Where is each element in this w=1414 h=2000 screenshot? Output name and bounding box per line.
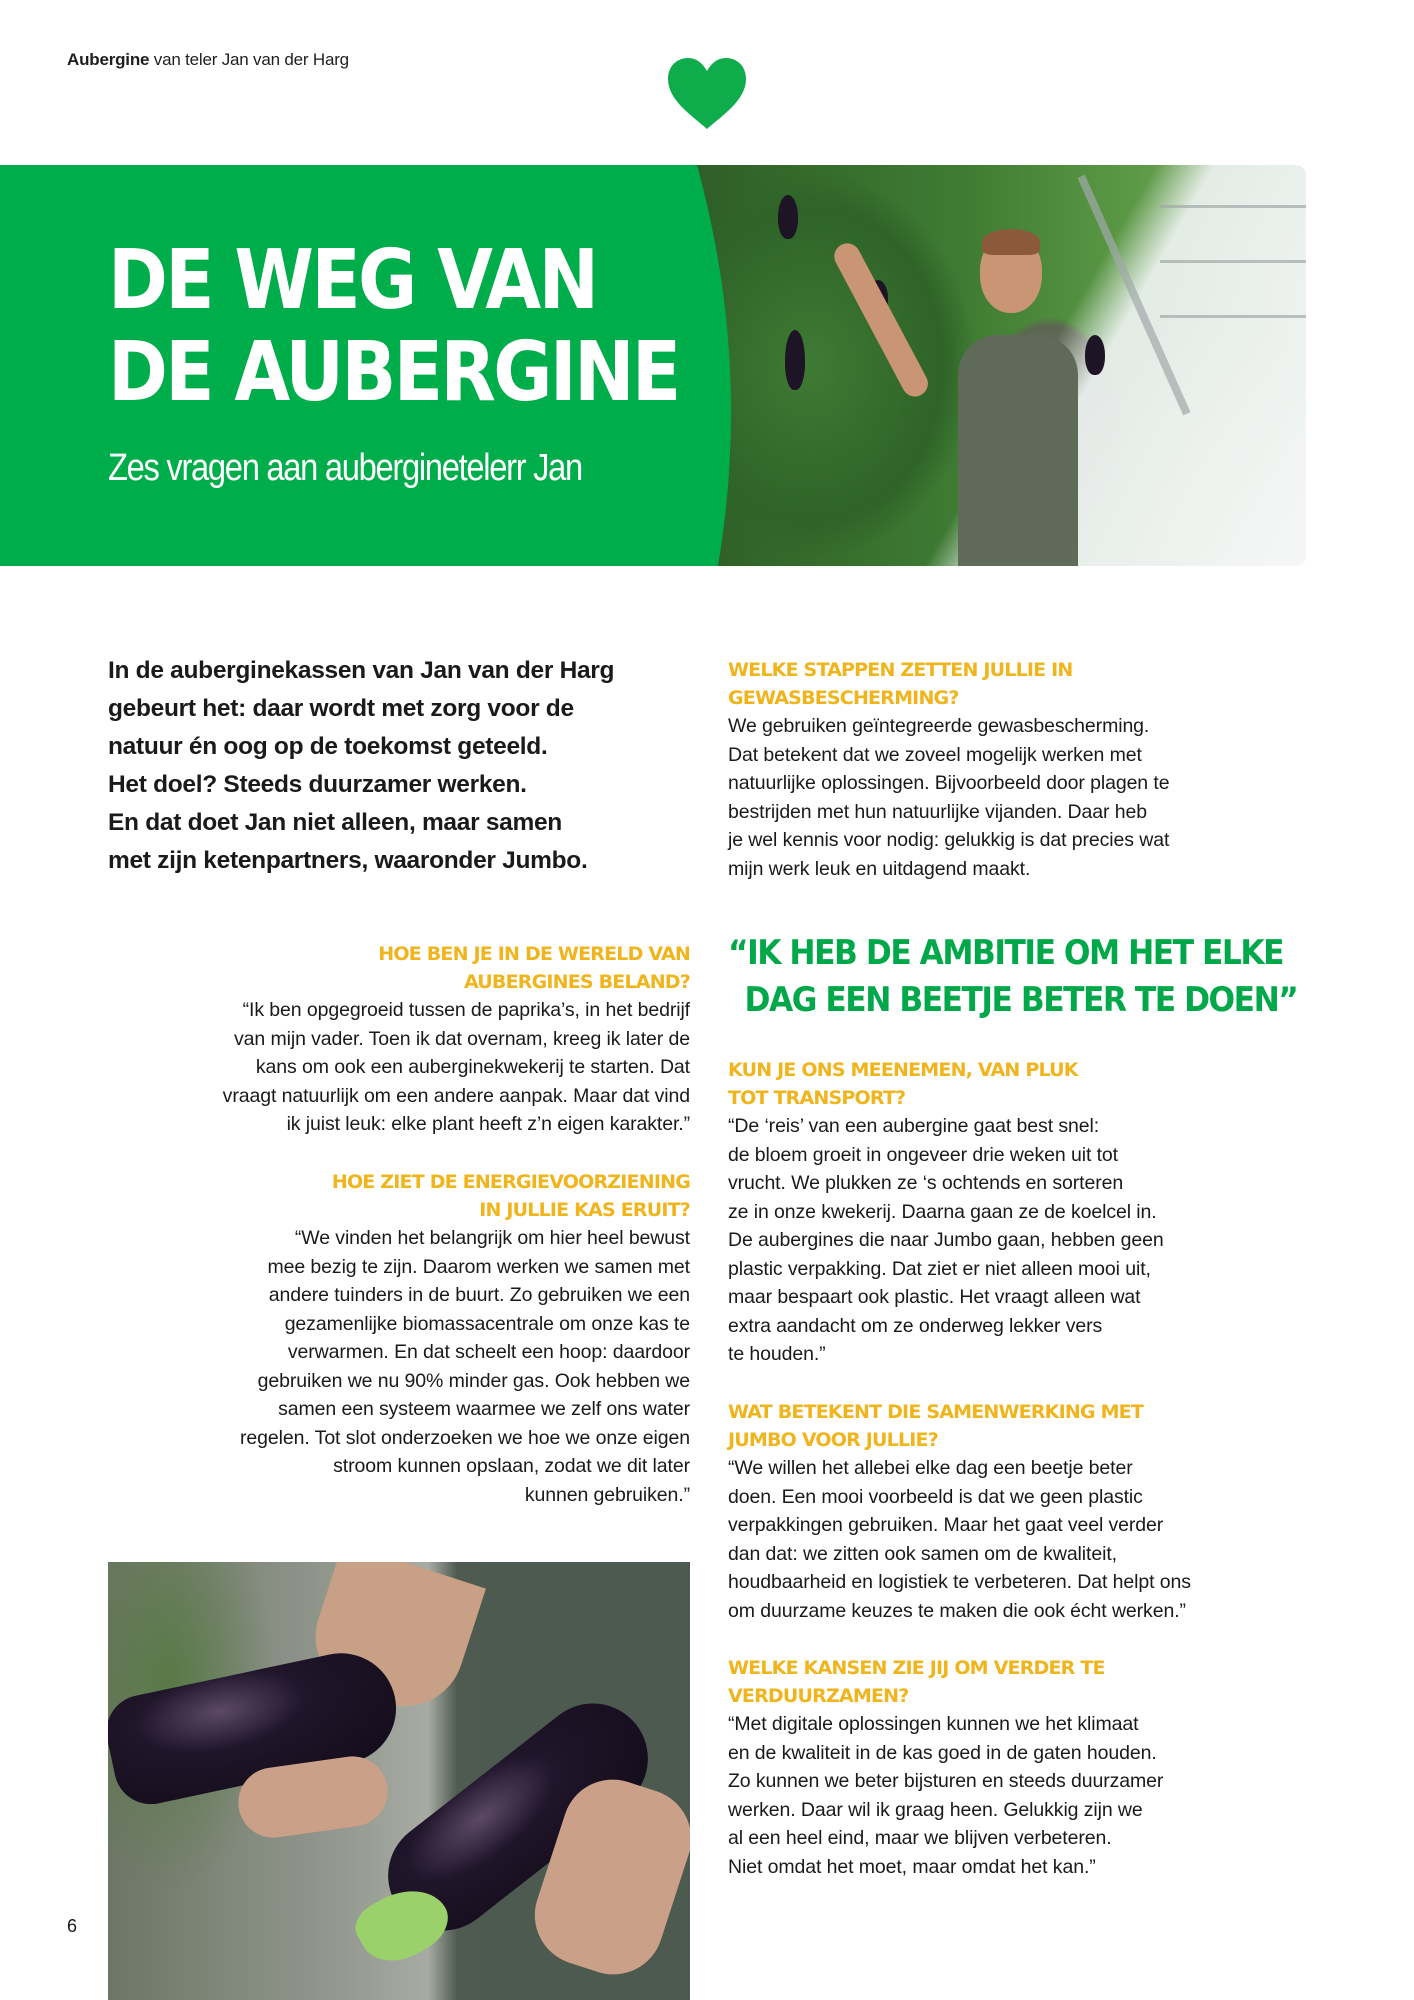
page-number: 6 (67, 1916, 78, 1936)
heart-icon (664, 55, 750, 131)
page-title: DE WEG VAN DE AUBERGINE (108, 233, 679, 420)
answer-text: “Ik ben opgegroeid tussen de paprika’s, in het bedrijf van mijn vader. Toen ik dat overnam, kreeg ik later de kans om ook een auberginekwekerij te starten. Dat vraagt natuurlijk om een andere aanpak. Maar dat vind ik juist leuk: elke plant heeft z’n eigen karakter.” (222, 999, 690, 1135)
qa-block-sustainability (728, 1654, 1288, 1881)
answer-text: We gebruiken geïntegreerde gewasbescherming. Dat betekent dat we zoveel mogelijk werken met natuurlijke oplossingen. Bijvoorbeeld door plagen te bestrijden met hun natuurlijke vijanden. Daar heb je wel kennis voor nodig: gelukkig is dat precies wat mijn werk leuk en uitdagend maakt. (728, 715, 1170, 880)
running-head (67, 50, 349, 70)
answer-text: “Met digitale oplossingen kunnen we het klimaat en de kwaliteit in de kas goed in de gaten houden. Zo kunnen we beter bijsturen en steeds duurzamer werken. Daar wil ik graag heen. Gelukkig zijn we al een heel eind, maar we blijven verbeteren. Niet omdat het moet, maar omdat het kan.” (728, 1713, 1164, 1878)
hero-photo (690, 165, 1306, 566)
question-heading: WELKE STAPPEN ZETTEN JULLIE IN GEWASBESCHERMING? (728, 659, 1073, 709)
qa-block-crop-protection (728, 656, 1288, 883)
running-head-rest: van teler Jan van der Harg (149, 50, 349, 69)
answer-text: “We willen het allebei elke dag een beetje beter doen. Een mooi voorbeeld is dat we geen plastic verpakkingen gebruiken. Maar het gaat veel verder dan dat: we zitten ook samen om de kwaliteit, houdbaarheid en logistiek te verbeteren. Dat helpt ons om duurzame keuzes te maken die ook écht werken.” (728, 1457, 1191, 1622)
eggplant-photo (108, 1562, 690, 2000)
hero-banner (0, 165, 1306, 566)
question-heading: HOE ZIET DE ENERGIEVOORZIENING IN JULLIE KAS ERUIT? (331, 1171, 690, 1221)
question-heading: HOE BEN JE IN DE WERELD VAN AUBERGINES BELAND? (378, 943, 690, 993)
pull-quote: “IK HEB DE AMBITIE OM HET ELKE DAG EEN BEETJE BETER TE DOEN” (728, 933, 1298, 1020)
qa-block-transport (728, 1056, 1288, 1369)
question-heading: WELKE KANSEN ZIE JIJ OM VERDER TE VERDUURZAMEN? (728, 1657, 1105, 1707)
qa-block-origin (108, 940, 690, 1139)
question-heading: WAT BETEKENT DIE SAMENWERKING MET JUMBO VOOR JULLIE? (728, 1401, 1144, 1451)
question-heading: KUN JE ONS MEENEMEN, VAN PLUK TOT TRANSPORT? (728, 1059, 1078, 1109)
qa-block-energy (108, 1168, 690, 1509)
qa-block-jumbo-partnership (728, 1398, 1288, 1625)
answer-text: “We vinden het belangrijk om hier heel bewust mee bezig te zijn. Daarom werken we samen met andere tuinders in de buurt. Zo gebruiken we een gezamenlijke biomassacentrale om onze kas te verwarmen. En dat scheelt een hoop: daardoor gebruiken we nu 90% minder gas. Ook hebben we samen een systeem waarmee we zelf ons water regelen. Tot slot onderzoeken we hoe we onze eigen stroom kunnen opslaan, zodat we dit later kunnen gebruiken.” (240, 1227, 690, 1506)
running-head-bold: Aubergine (67, 50, 150, 69)
intro-paragraph: In de auberginekassen van Jan van der Harg gebeurt het: daar wordt met zorg voor de natuur én oog op de toekomst geteeld. Het doel? Steeds duurzamer werken. En dat doet Jan niet alleen, maar samen met zijn ketenpartners, waaronder Jumbo. (108, 657, 615, 874)
answer-text: “De ‘reis’ van een aubergine gaat best snel: de bloem groeit in ongeveer drie weken uit tot vrucht. We plukken ze ‘s ochtends en sorteren ze in onze kwekerij. Daarna gaan ze de koelcel in. De aubergines die naar Jumbo gaan, hebben geen plastic verpakking. Dat ziet er niet alleen mooi uit, maar bespaart ook plastic. Het vraagt alleen wat extra aandacht om ze onderweg lekker vers te houden.” (728, 1115, 1164, 1365)
page-subtitle: Zes vragen aan auberginetelerr Jan (108, 447, 582, 489)
